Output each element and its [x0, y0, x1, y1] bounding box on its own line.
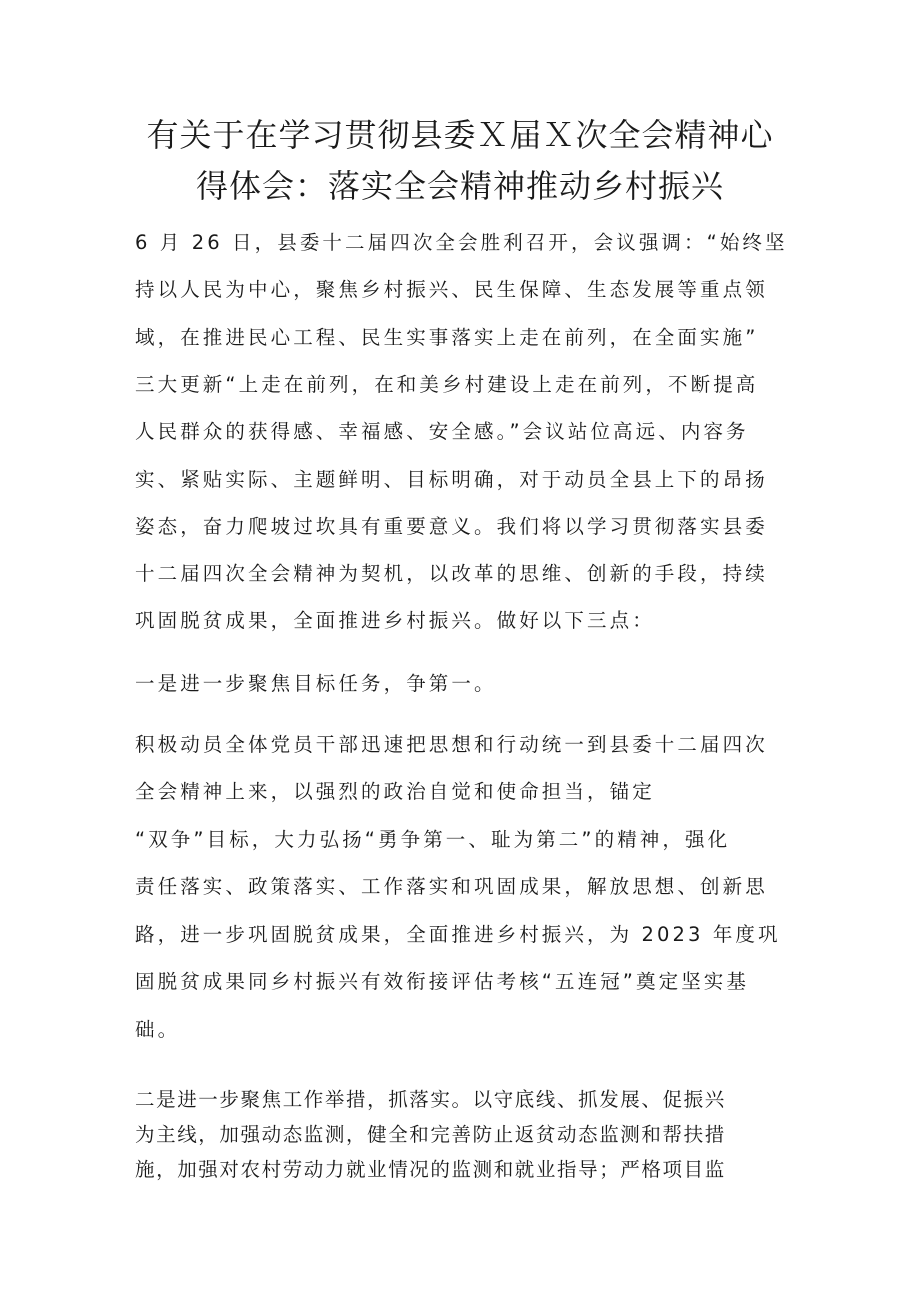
body-line: 人民群众的获得感、幸福感、安全感。”会议站位高远、内容务: [135, 420, 749, 443]
body-line: 实、紧贴实际、主题鲜明、目标明确，对于动员全县上下的昂扬: [135, 468, 768, 491]
body-line: 域，在推进民心工程、民生实事落实上走在前列，在全面实施”: [135, 326, 759, 349]
body-line: 巩固脱贫成果，全面推进乡村振兴。做好以下三点：: [135, 609, 655, 632]
document-title-line-2: 得体会：落实全会精神推动乡村振兴: [195, 167, 724, 205]
body-line: 三大更新“上走在前列，在和美乡村建设上走在前列，不断提高: [135, 373, 759, 396]
body-line: 固脱贫成果同乡村振兴有效衔接评估考核“五连冠”奠定坚实基: [135, 970, 750, 993]
body-line: 施，加强对农村劳动力就业情况的监测和就业指导；严格项目监: [135, 1158, 726, 1181]
body-line: 责任落实、政策落实、工作落实和巩固成果，解放思想、创新思: [135, 875, 768, 898]
body-line: 积极动员全体党员干部迅速把思想和行动统一到县委十二届四次: [135, 733, 768, 756]
body-line: “双争”目标，大力弘扬“勇争第一、耻为第二”的精神，强化: [135, 828, 731, 851]
body-line: 全会精神上来，以强烈的政治自觉和使命担当，锚定: [135, 780, 655, 803]
section-heading-2-line: 二是进一步聚焦工作举措，抓落实。以守底线、抓发展、促振兴: [135, 1088, 726, 1111]
body-line: 十二届四次全会精神为契机，以改革的思维、创新的手段，持续: [135, 562, 768, 585]
body-line: 6 月 26 日，县委十二届四次全会胜利召开，会议强调：“始终坚: [135, 231, 788, 254]
body-line: 姿态，奋力爬坡过坎具有重要意义。我们将以学习贯彻落实县委: [135, 515, 768, 538]
section-heading-1: 一是进一步聚焦目标任务，争第一。: [135, 672, 497, 695]
body-line: 路，进一步巩固脱贫成果，全面推进乡村振兴，为 2023 年度巩: [135, 923, 781, 946]
body-line: 为主线，加强动态监测，健全和完善防止返贫动态监测和帮扶措: [135, 1123, 726, 1146]
body-line: 持以人民为中心，聚焦乡村振兴、民生保障、生态发展等重点领: [135, 278, 768, 301]
document-title-line-1: 有关于在学习贯彻县委Ｘ届Ｘ次全会精神心: [146, 116, 774, 154]
body-line: 础。: [135, 1018, 181, 1041]
